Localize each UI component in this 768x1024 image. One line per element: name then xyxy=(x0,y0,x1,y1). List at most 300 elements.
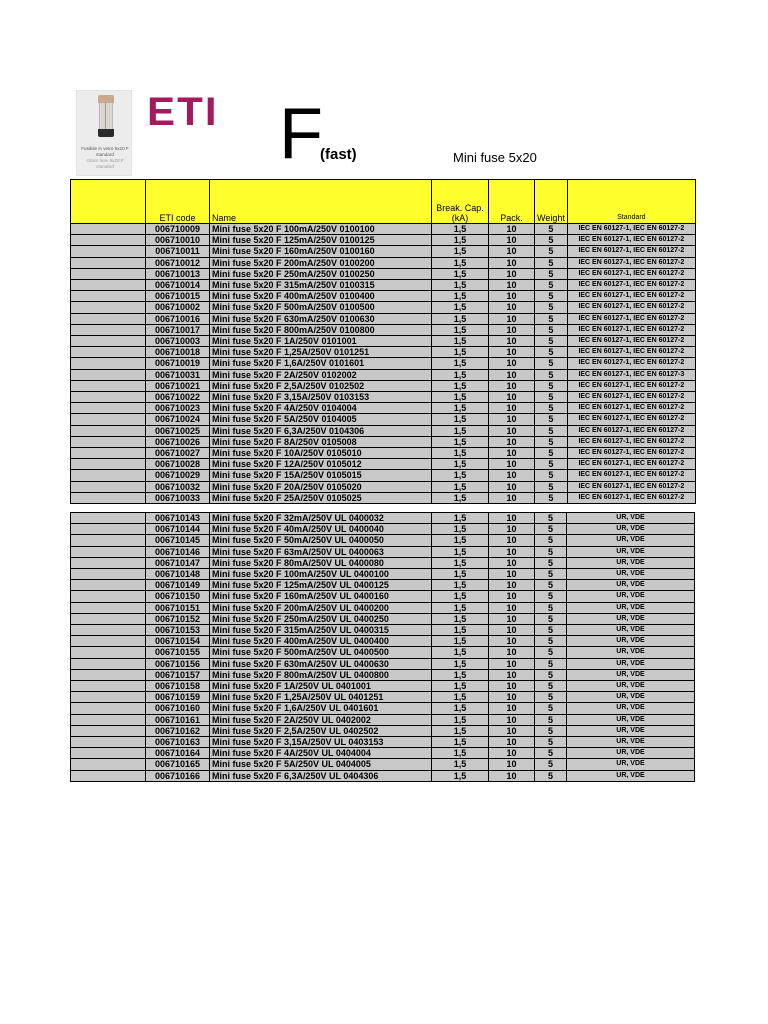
row-spacer-cell xyxy=(71,669,146,680)
row-spacer-cell xyxy=(71,268,146,279)
weight-cell: 5 xyxy=(535,324,568,335)
pack-cell: 10 xyxy=(489,403,535,414)
pack-cell: 10 xyxy=(489,636,535,647)
standard-cell: UR, VDE xyxy=(567,625,695,636)
standard-cell: UR, VDE xyxy=(567,759,695,770)
product-name-cell: Mini fuse 5x20 F 6,3A/250V 0104306 xyxy=(210,425,432,436)
table-row xyxy=(71,436,696,447)
eti-code-cell: 006710158 xyxy=(146,681,210,692)
product-name-cell: Mini fuse 5x20 F 1A/250V UL 0401001 xyxy=(210,681,432,692)
eti-code-cell: 006710022 xyxy=(146,392,210,403)
break-cap-cell: 1,5 xyxy=(432,714,489,725)
row-spacer-cell xyxy=(71,302,146,313)
pack-cell: 10 xyxy=(489,546,535,557)
break-cap-cell: 1,5 xyxy=(432,692,489,703)
break-cap-cell: 1,5 xyxy=(432,748,489,759)
pack-cell: 10 xyxy=(489,280,535,291)
standard-cell: IEC EN 60127-1, IEC EN 60127-2 xyxy=(567,448,695,459)
eti-code-cell: 006710014 xyxy=(146,280,210,291)
weight-cell: 5 xyxy=(535,524,567,535)
standard-cell: UR, VDE xyxy=(567,602,695,613)
column-header-standard: Standard xyxy=(567,180,695,224)
standard-cell: UR, VDE xyxy=(567,658,695,669)
row-spacer-cell xyxy=(71,481,146,492)
break-cap-cell: 1,5 xyxy=(432,414,489,425)
break-cap-cell: 1,5 xyxy=(432,459,489,470)
weight-cell: 5 xyxy=(535,703,567,714)
pack-cell: 10 xyxy=(489,470,535,481)
product-name-cell: Mini fuse 5x20 F 200mA/250V 0100200 xyxy=(210,257,432,268)
standard-cell: IEC EN 60127-1, IEC EN 60127-2 xyxy=(567,358,695,369)
eti-code-cell: 006710023 xyxy=(146,403,210,414)
eti-code-cell: 006710018 xyxy=(146,347,210,358)
break-cap-cell: 1,5 xyxy=(432,347,489,358)
weight-cell: 5 xyxy=(535,224,568,235)
break-cap-cell: 1,5 xyxy=(432,557,489,568)
table-row xyxy=(71,636,695,647)
table-row xyxy=(71,613,695,624)
weight-cell: 5 xyxy=(535,759,567,770)
standard-cell: IEC EN 60127-1, IEC EN 60127-2 xyxy=(567,313,695,324)
weight-cell: 5 xyxy=(535,636,567,647)
weight-cell: 5 xyxy=(535,714,567,725)
product-name-cell: Mini fuse 5x20 F 125mA/250V 0100125 xyxy=(210,235,432,246)
product-name-cell: Mini fuse 5x20 F 3,15A/250V 0103153 xyxy=(210,392,432,403)
eti-code-cell: 006710028 xyxy=(146,459,210,470)
pack-cell: 10 xyxy=(489,235,535,246)
weight-cell: 5 xyxy=(535,580,567,591)
photo-caption-line: Glass fuse 5x20 F xyxy=(86,158,124,163)
weight-cell: 5 xyxy=(535,748,567,759)
ul-fuse-table xyxy=(70,512,695,782)
product-name-cell: Mini fuse 5x20 F 1,6A/250V 0101601 xyxy=(210,358,432,369)
break-cap-cell: 1,5 xyxy=(432,725,489,736)
standard-cell: IEC EN 60127-1, IEC EN 60127-2 xyxy=(567,257,695,268)
pack-cell: 10 xyxy=(489,380,535,391)
weight-cell: 5 xyxy=(535,246,568,257)
standard-cell: UR, VDE xyxy=(567,737,695,748)
product-name-cell: Mini fuse 5x20 F 200mA/250V UL 0400200 xyxy=(210,602,432,613)
pack-cell: 10 xyxy=(489,291,535,302)
break-cap-cell: 1,5 xyxy=(432,313,489,324)
eti-code-cell: 006710027 xyxy=(146,448,210,459)
series-title: Mini fuse 5x20 xyxy=(453,150,537,165)
row-spacer-cell xyxy=(71,280,146,291)
table-row xyxy=(71,336,696,347)
break-cap-cell: 1,5 xyxy=(432,647,489,658)
table-row xyxy=(71,714,695,725)
row-spacer-cell xyxy=(71,459,146,470)
row-spacer-cell xyxy=(71,647,146,658)
eti-code-cell: 006710013 xyxy=(146,268,210,279)
fuse-type-letter: F xyxy=(279,94,323,174)
standard-cell: UR, VDE xyxy=(567,669,695,680)
pack-cell: 10 xyxy=(489,257,535,268)
weight-cell: 5 xyxy=(535,280,568,291)
iec-fuse-table xyxy=(70,179,696,504)
break-cap-cell: 1,5 xyxy=(432,257,489,268)
standard-cell: IEC EN 60127-1, IEC EN 60127-2 xyxy=(567,224,695,235)
product-name-cell: Mini fuse 5x20 F 80mA/250V UL 0400080 xyxy=(210,557,432,568)
pack-cell: 10 xyxy=(489,669,535,680)
pack-cell: 10 xyxy=(489,324,535,335)
product-name-cell: Mini fuse 5x20 F 40mA/250V UL 0400040 xyxy=(210,524,432,535)
eti-code-cell: 006710016 xyxy=(146,313,210,324)
weight-cell: 5 xyxy=(535,268,568,279)
eti-logo: ETI xyxy=(147,90,219,134)
pack-cell: 10 xyxy=(489,347,535,358)
break-cap-cell: 1,5 xyxy=(432,636,489,647)
table-row xyxy=(71,291,696,302)
pack-cell: 10 xyxy=(489,224,535,235)
break-cap-cell: 1,5 xyxy=(432,770,489,781)
product-name-cell: Mini fuse 5x20 F 100mA/250V UL 0400100 xyxy=(210,569,432,580)
pack-cell: 10 xyxy=(489,737,535,748)
table-row xyxy=(71,369,696,380)
table-row xyxy=(71,669,695,680)
table-row xyxy=(71,224,696,235)
standard-cell: UR, VDE xyxy=(567,692,695,703)
row-spacer-cell xyxy=(71,403,146,414)
product-name-cell: Mini fuse 5x20 F 15A/250V 0105015 xyxy=(210,470,432,481)
product-name-cell: Mini fuse 5x20 F 8A/250V 0105008 xyxy=(210,436,432,447)
weight-cell: 5 xyxy=(535,369,568,380)
table-row xyxy=(71,268,696,279)
standard-cell: IEC EN 60127-1, IEC EN 60127-2 xyxy=(567,336,695,347)
standard-cell: IEC EN 60127-1, IEC EN 60127-2 xyxy=(567,268,695,279)
product-name-cell: Mini fuse 5x20 F 630mA/250V UL 0400630 xyxy=(210,658,432,669)
weight-cell: 5 xyxy=(535,448,568,459)
product-name-cell: Mini fuse 5x20 F 1A/250V 0101001 xyxy=(210,336,432,347)
table-row xyxy=(71,380,696,391)
table-row xyxy=(71,492,696,503)
product-name-cell: Mini fuse 5x20 F 2A/250V UL 0402002 xyxy=(210,714,432,725)
column-header-break-cap xyxy=(432,180,489,224)
standard-cell: UR, VDE xyxy=(567,647,695,658)
table-row xyxy=(71,481,696,492)
product-name-cell: Mini fuse 5x20 F 20A/250V 0105020 xyxy=(210,481,432,492)
product-name-cell: Mini fuse 5x20 F 160mA/250V 0100160 xyxy=(210,246,432,257)
weight-cell: 5 xyxy=(535,257,568,268)
standard-cell: UR, VDE xyxy=(567,535,695,546)
fuse-speed-label: (fast) xyxy=(320,146,357,163)
standard-cell: IEC EN 60127-1, IEC EN 60127-3 xyxy=(567,369,695,380)
column-header-weight: Weight xyxy=(535,180,568,224)
eti-code-cell: 006710012 xyxy=(146,257,210,268)
break-cap-cell: 1,5 xyxy=(432,613,489,624)
product-name-cell: Mini fuse 5x20 F 12A/250V 0105012 xyxy=(210,459,432,470)
eti-code-cell: 006710151 xyxy=(146,602,210,613)
break-cap-cell: 1,5 xyxy=(432,224,489,235)
pack-cell: 10 xyxy=(489,481,535,492)
table-row xyxy=(71,358,696,369)
eti-code-cell: 006710154 xyxy=(146,636,210,647)
pack-cell: 10 xyxy=(489,392,535,403)
standard-cell: IEC EN 60127-1, IEC EN 60127-2 xyxy=(567,324,695,335)
eti-code-cell: 006710165 xyxy=(146,759,210,770)
standard-cell: IEC EN 60127-1, IEC EN 60127-2 xyxy=(567,291,695,302)
eti-code-cell: 006710157 xyxy=(146,669,210,680)
eti-code-cell: 006710155 xyxy=(146,647,210,658)
pack-cell: 10 xyxy=(489,358,535,369)
row-spacer-cell xyxy=(71,602,146,613)
pack-cell: 10 xyxy=(489,580,535,591)
eti-code-cell: 006710162 xyxy=(146,725,210,736)
pack-cell: 10 xyxy=(489,748,535,759)
row-spacer-cell xyxy=(71,770,146,781)
eti-code-cell: 006710002 xyxy=(146,302,210,313)
row-spacer-cell xyxy=(71,692,146,703)
eti-code-cell: 006710003 xyxy=(146,336,210,347)
product-name-cell: Mini fuse 5x20 F 800mA/250V UL 0400800 xyxy=(210,669,432,680)
weight-cell: 5 xyxy=(535,725,567,736)
weight-cell: 5 xyxy=(535,459,568,470)
row-spacer-cell xyxy=(71,392,146,403)
break-cap-cell: 1,5 xyxy=(432,436,489,447)
table-row xyxy=(71,647,695,658)
standard-cell: IEC EN 60127-1, IEC EN 60127-2 xyxy=(567,347,695,358)
blank-header-cell xyxy=(71,180,146,224)
break-cap-label: Break. Cap. xyxy=(436,202,484,213)
break-cap-cell: 1,5 xyxy=(432,246,489,257)
table-row xyxy=(71,557,695,568)
table-row xyxy=(71,681,695,692)
eti-code-cell: 006710025 xyxy=(146,425,210,436)
break-cap-unit: (kA) xyxy=(451,212,469,223)
table-row xyxy=(71,591,695,602)
pack-cell: 10 xyxy=(489,613,535,624)
row-spacer-cell xyxy=(71,546,146,557)
standard-cell: UR, VDE xyxy=(567,524,695,535)
glass-fuse-icon xyxy=(98,95,114,137)
row-spacer-cell xyxy=(71,535,146,546)
table-row xyxy=(71,313,696,324)
standard-cell: UR, VDE xyxy=(567,591,695,602)
break-cap-cell: 1,5 xyxy=(432,625,489,636)
break-cap-cell: 1,5 xyxy=(432,336,489,347)
break-cap-cell: 1,5 xyxy=(432,302,489,313)
break-cap-cell: 1,5 xyxy=(432,392,489,403)
weight-cell: 5 xyxy=(535,436,568,447)
eti-code-cell: 006710149 xyxy=(146,580,210,591)
weight-cell: 5 xyxy=(535,602,567,613)
row-spacer-cell xyxy=(71,524,146,535)
product-name-cell: Mini fuse 5x20 F 800mA/250V 0100800 xyxy=(210,324,432,335)
eti-code-cell: 006710029 xyxy=(146,470,210,481)
product-photo xyxy=(76,90,132,176)
pack-cell: 10 xyxy=(489,770,535,781)
break-cap-cell: 1,5 xyxy=(432,492,489,503)
row-spacer-cell xyxy=(71,425,146,436)
break-cap-cell: 1,5 xyxy=(432,324,489,335)
row-spacer-cell xyxy=(71,513,146,524)
break-cap-cell: 1,5 xyxy=(432,291,489,302)
product-name-cell: Mini fuse 5x20 F 3,15A/250V UL 0403153 xyxy=(210,737,432,748)
weight-cell: 5 xyxy=(535,313,568,324)
pack-cell: 10 xyxy=(489,647,535,658)
weight-cell: 5 xyxy=(535,647,567,658)
table-row xyxy=(71,658,695,669)
table-row xyxy=(71,748,695,759)
pack-cell: 10 xyxy=(489,268,535,279)
eti-code-cell: 006710146 xyxy=(146,546,210,557)
weight-cell: 5 xyxy=(535,470,568,481)
product-name-cell: Mini fuse 5x20 F 315mA/250V 0100315 xyxy=(210,280,432,291)
pack-cell: 10 xyxy=(489,681,535,692)
row-spacer-cell xyxy=(71,257,146,268)
row-spacer-cell xyxy=(71,613,146,624)
standard-cell: UR, VDE xyxy=(567,725,695,736)
standard-cell: IEC EN 60127-1, IEC EN 60127-2 xyxy=(567,246,695,257)
product-name-cell: Mini fuse 5x20 F 63mA/250V UL 0400063 xyxy=(210,546,432,557)
eti-code-cell: 006710017 xyxy=(146,324,210,335)
eti-code-cell: 006710156 xyxy=(146,658,210,669)
product-name-cell: Mini fuse 5x20 F 250mA/250V UL 0400250 xyxy=(210,613,432,624)
table-row xyxy=(71,470,696,481)
standard-cell: IEC EN 60127-1, IEC EN 60127-2 xyxy=(567,235,695,246)
column-header-pack: Pack. xyxy=(489,180,535,224)
row-spacer-cell xyxy=(71,591,146,602)
product-name-cell: Mini fuse 5x20 F 1,25A/250V 0101251 xyxy=(210,347,432,358)
table-row xyxy=(71,459,696,470)
table-row xyxy=(71,524,695,535)
weight-cell: 5 xyxy=(535,658,567,669)
weight-cell: 5 xyxy=(535,591,567,602)
table-row xyxy=(71,347,696,358)
table-row xyxy=(71,580,695,591)
table-header-row xyxy=(71,180,696,224)
eti-code-cell: 006710152 xyxy=(146,613,210,624)
pack-cell: 10 xyxy=(489,725,535,736)
standard-cell: IEC EN 60127-1, IEC EN 60127-2 xyxy=(567,470,695,481)
pack-cell: 10 xyxy=(489,436,535,447)
table-row xyxy=(71,546,695,557)
row-spacer-cell xyxy=(71,235,146,246)
row-spacer-cell xyxy=(71,246,146,257)
row-spacer-cell xyxy=(71,625,146,636)
standard-cell: IEC EN 60127-1, IEC EN 60127-2 xyxy=(567,436,695,447)
eti-code-cell: 006710021 xyxy=(146,380,210,391)
row-spacer-cell xyxy=(71,336,146,347)
weight-cell: 5 xyxy=(535,770,567,781)
weight-cell: 5 xyxy=(535,557,567,568)
product-name-cell: Mini fuse 5x20 F 25A/250V 0105025 xyxy=(210,492,432,503)
row-spacer-cell xyxy=(71,658,146,669)
product-name-cell: Mini fuse 5x20 F 4A/250V UL 0404004 xyxy=(210,748,432,759)
standard-cell: UR, VDE xyxy=(567,703,695,714)
standard-cell: IEC EN 60127-1, IEC EN 60127-2 xyxy=(567,280,695,291)
eti-code-cell: 006710011 xyxy=(146,246,210,257)
row-spacer-cell xyxy=(71,737,146,748)
pack-cell: 10 xyxy=(489,513,535,524)
column-header-name: Name xyxy=(210,180,432,224)
row-spacer-cell xyxy=(71,703,146,714)
standard-cell: UR, VDE xyxy=(567,513,695,524)
pack-cell: 10 xyxy=(489,336,535,347)
break-cap-cell: 1,5 xyxy=(432,681,489,692)
table-row xyxy=(71,770,695,781)
row-spacer-cell xyxy=(71,569,146,580)
table-row xyxy=(71,403,696,414)
break-cap-cell: 1,5 xyxy=(432,591,489,602)
row-spacer-cell xyxy=(71,380,146,391)
standard-cell: UR, VDE xyxy=(567,681,695,692)
table-row xyxy=(71,569,695,580)
table-row xyxy=(71,602,695,613)
table-row xyxy=(71,692,695,703)
product-name-cell: Mini fuse 5x20 F 1,25A/250V UL 0401251 xyxy=(210,692,432,703)
eti-code-cell: 006710033 xyxy=(146,492,210,503)
break-cap-cell: 1,5 xyxy=(432,380,489,391)
standard-cell: UR, VDE xyxy=(567,546,695,557)
standard-cell: UR, VDE xyxy=(567,569,695,580)
weight-cell: 5 xyxy=(535,737,567,748)
break-cap-cell: 1,5 xyxy=(432,737,489,748)
eti-code-cell: 006710015 xyxy=(146,291,210,302)
pack-cell: 10 xyxy=(489,703,535,714)
break-cap-cell: 1,5 xyxy=(432,481,489,492)
break-cap-cell: 1,5 xyxy=(432,524,489,535)
product-name-cell: Mini fuse 5x20 F 2,5A/250V 0102502 xyxy=(210,380,432,391)
row-spacer-cell xyxy=(71,580,146,591)
break-cap-cell: 1,5 xyxy=(432,658,489,669)
pack-cell: 10 xyxy=(489,414,535,425)
row-spacer-cell xyxy=(71,748,146,759)
row-spacer-cell xyxy=(71,347,146,358)
weight-cell: 5 xyxy=(535,336,568,347)
weight-cell: 5 xyxy=(535,380,568,391)
product-name-cell: Mini fuse 5x20 F 630mA/250V 0100630 xyxy=(210,313,432,324)
pack-cell: 10 xyxy=(489,692,535,703)
pack-cell: 10 xyxy=(489,759,535,770)
photo-caption-line: standard xyxy=(96,152,114,157)
pack-cell: 10 xyxy=(489,625,535,636)
pack-cell: 10 xyxy=(489,557,535,568)
eti-code-cell: 006710019 xyxy=(146,358,210,369)
product-name-cell: Mini fuse 5x20 F 5A/250V UL 0404005 xyxy=(210,759,432,770)
product-name-cell: Mini fuse 5x20 F 400mA/250V UL 0400400 xyxy=(210,636,432,647)
row-spacer-cell xyxy=(71,557,146,568)
weight-cell: 5 xyxy=(535,513,567,524)
table-row xyxy=(71,759,695,770)
eti-code-cell: 006710145 xyxy=(146,535,210,546)
table-row xyxy=(71,257,696,268)
weight-cell: 5 xyxy=(535,414,568,425)
product-name-cell: Mini fuse 5x20 F 50mA/250V UL 0400050 xyxy=(210,535,432,546)
product-name-cell: Mini fuse 5x20 F 160mA/250V UL 0400160 xyxy=(210,591,432,602)
weight-cell: 5 xyxy=(535,535,567,546)
row-spacer-cell xyxy=(71,681,146,692)
pack-cell: 10 xyxy=(489,448,535,459)
eti-code-cell: 006710010 xyxy=(146,235,210,246)
break-cap-cell: 1,5 xyxy=(432,580,489,591)
product-name-cell: Mini fuse 5x20 F 2,5A/250V UL 0402502 xyxy=(210,725,432,736)
table-row xyxy=(71,625,695,636)
standard-cell: IEC EN 60127-1, IEC EN 60127-2 xyxy=(567,392,695,403)
weight-cell: 5 xyxy=(535,358,568,369)
standard-cell: IEC EN 60127-1, IEC EN 60127-2 xyxy=(567,380,695,391)
break-cap-cell: 1,5 xyxy=(432,470,489,481)
break-cap-cell: 1,5 xyxy=(432,358,489,369)
table-row xyxy=(71,246,696,257)
row-spacer-cell xyxy=(71,313,146,324)
row-spacer-cell xyxy=(71,358,146,369)
eti-code-cell: 006710024 xyxy=(146,414,210,425)
break-cap-cell: 1,5 xyxy=(432,513,489,524)
eti-code-cell: 006710150 xyxy=(146,591,210,602)
weight-cell: 5 xyxy=(535,692,567,703)
pack-cell: 10 xyxy=(489,591,535,602)
